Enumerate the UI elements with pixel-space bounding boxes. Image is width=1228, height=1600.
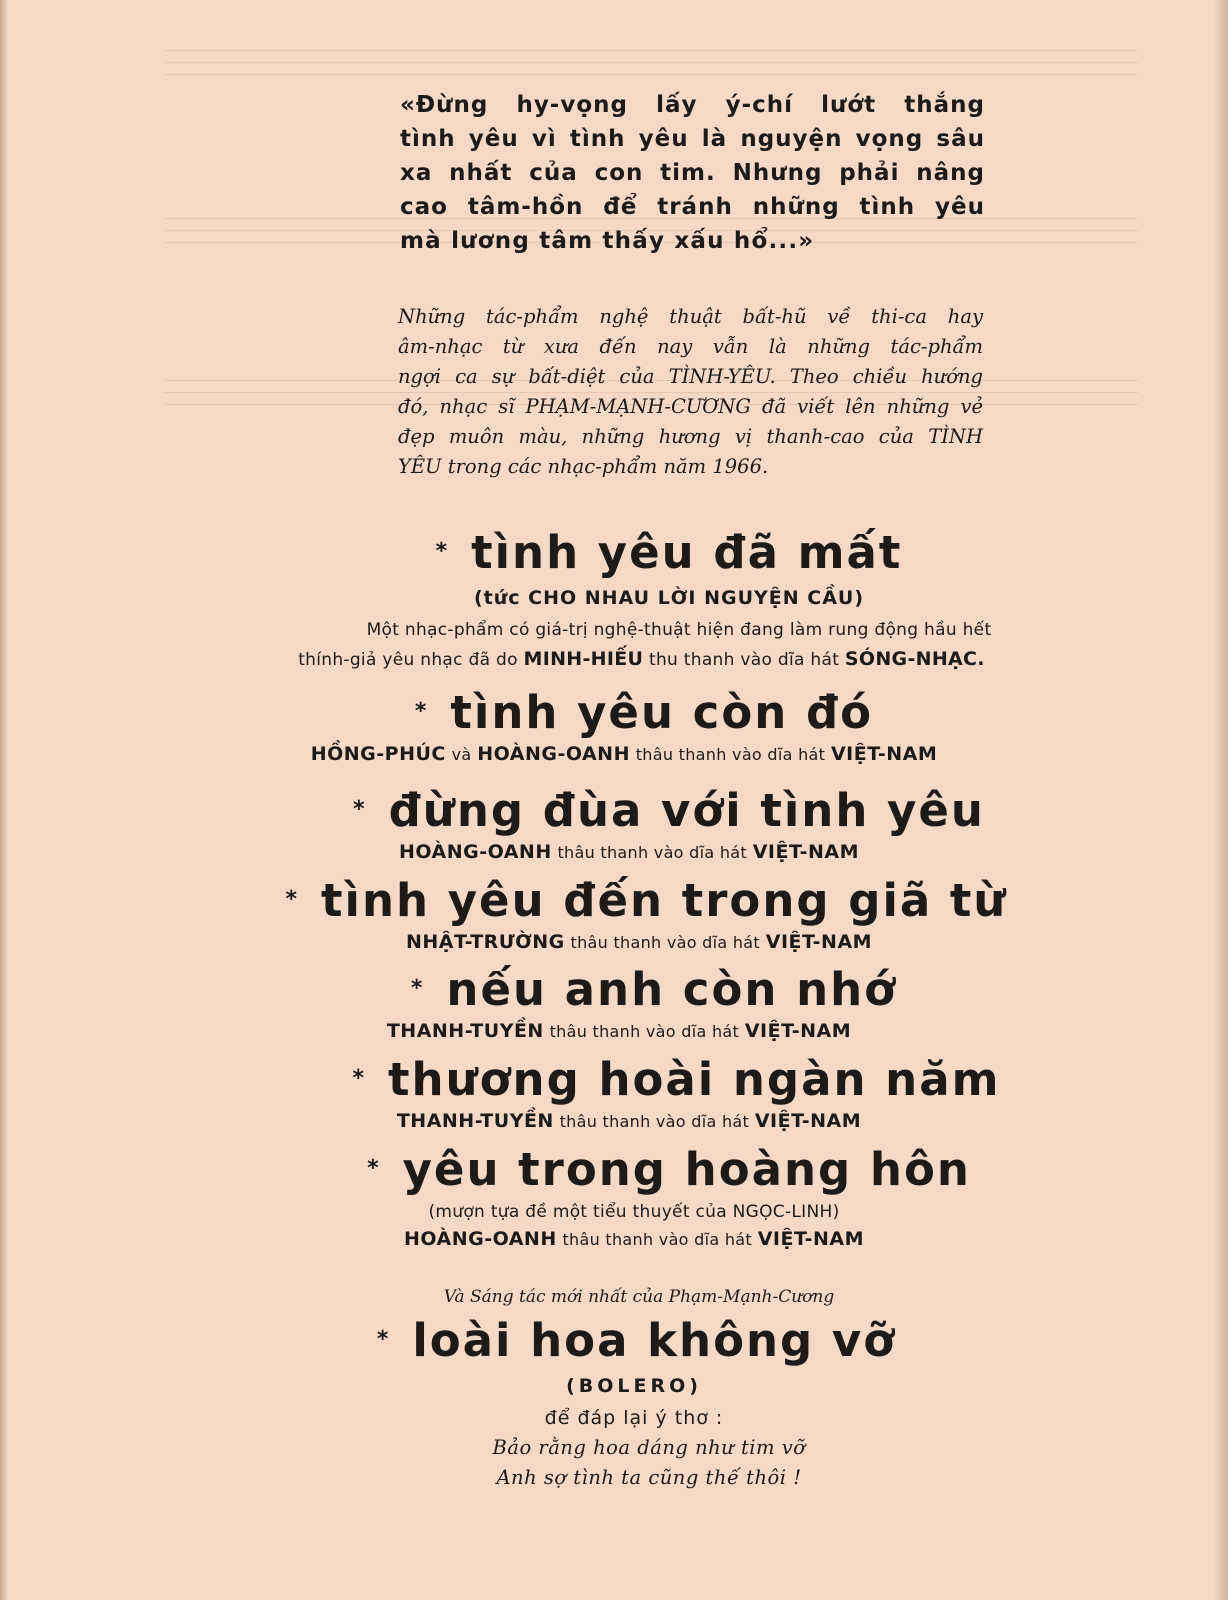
song-title (0, 688, 1228, 741)
song-title-text: tình yêu đã mất (471, 526, 903, 579)
newest-composition-note: Và Sáng tác mới nhất của Phạm-Mạnh-Cương (443, 1287, 835, 1307)
song-title-text: đừng đùa với tình yêu (388, 784, 985, 837)
song-title (0, 1145, 1228, 1198)
song-title (0, 876, 1228, 929)
song-recording-info (0, 1226, 1228, 1253)
record-label: VIỆT-NAM (754, 1110, 862, 1132)
star-icon: * (285, 887, 300, 912)
song-title (0, 786, 1228, 839)
intro-line: đẹp muôn màu, những hương vị thanh-cao của TÌNH (398, 425, 983, 448)
song-title-note: (mượn tựa đề một tiểu thuyết của NGỌC-LINH) (428, 1202, 840, 1222)
quote-line: mà lương tâm thấy xấu hổ...» (400, 228, 815, 254)
record-label: VIỆT-NAM (752, 841, 860, 863)
intro-paragraph (398, 302, 983, 482)
record-label: VIỆT-NAM (757, 1228, 865, 1250)
star-icon: * (376, 1327, 391, 1352)
bleed-staff-line (165, 50, 1138, 51)
poem-line: Anh sợ tình ta cũng thế thôi ! (496, 1466, 802, 1489)
opening-quote (400, 88, 985, 258)
song-title (0, 1055, 1228, 1108)
song-yeu-trong-hoang-hon (0, 1145, 1228, 1253)
bleed-staff-line (165, 74, 1138, 75)
song-thuong-hoai-ngan-nam (0, 1055, 1228, 1135)
song-recording-info (0, 929, 1228, 956)
desc-text: thâu thanh vào dĩa hát (559, 1112, 750, 1131)
singer-name: THANH-TUYỀN (396, 1110, 554, 1132)
star-icon: * (435, 539, 450, 564)
song-neu-anh-con-nho (0, 965, 1228, 1045)
star-icon: * (414, 699, 429, 724)
record-label: VIỆT-NAM (765, 931, 873, 953)
song-recording-info (0, 839, 1228, 866)
song-alt-title: (tức CHO NHAU LỜI NGUYỆN CẦU) (473, 587, 865, 609)
song-tinh-yeu-con-do (0, 688, 1228, 768)
song-title-text: nếu anh còn nhớ (446, 963, 898, 1016)
singer-name: HOÀNG-OANH (477, 743, 630, 765)
song-title-text: yêu trong hoàng hôn (402, 1143, 971, 1196)
desc-text: thâu thanh vào dĩa hát (562, 1230, 752, 1249)
song-description: Một nhạc-phẩm có giá-trị nghệ-thuật hiện đang làm rung động hầu hết (366, 620, 992, 640)
song-title-text: thương hoài ngàn năm (388, 1053, 1001, 1106)
singer-name: MINH-HIẾU (523, 648, 644, 670)
song-recording-info (0, 645, 1228, 674)
record-label: VIỆT-NAM (744, 1020, 852, 1042)
star-icon: * (352, 1066, 367, 1091)
desc-text: thâu thanh vào dĩa hát (570, 933, 760, 952)
singer-name: HOÀNG-OANH (403, 1228, 557, 1250)
quote-line: xa nhất của con tim. Nhưng phải nâng (400, 160, 985, 186)
song-tinh-yeu-da-mat (0, 528, 1228, 674)
song-tinh-yeu-den-trong-gia-tu (0, 876, 1228, 956)
song-title-text: loài hoa không vỡ (412, 1314, 897, 1367)
song-genre: (BOLERO) (566, 1375, 702, 1397)
record-label: VIỆT-NAM (830, 743, 938, 765)
song-recording-info (0, 1018, 1228, 1045)
quote-line: «Đừng hy-vọng lấy ý-chí lướt thắng (400, 92, 985, 118)
star-icon: * (410, 976, 425, 1001)
intro-line: Những tác-phẩm nghệ thuật bất-hũ về thi-ca hay (398, 305, 983, 328)
record-label: SÓNG-NHẠC. (844, 648, 985, 670)
singer-name: NHẬT-TRƯỜNG (405, 931, 565, 953)
quote-line: cao tâm-hồn để tránh những tình yêu (400, 194, 985, 220)
poem-line: Bảo rằng hoa dáng như tim vỡ (492, 1436, 806, 1459)
star-icon: * (353, 797, 367, 822)
intro-line: ngợi ca sự bất-diệt của TÌNH-YÊU. Theo chiều hướng (398, 365, 983, 388)
intro-line: âm-nhạc từ xưa đến nay vẫn là những tác-phẩm (398, 335, 983, 358)
song-dedication: để đáp lại ý thơ : (544, 1407, 724, 1429)
quote-line: tình yêu vì tình yêu là nguyện vọng sâu (400, 126, 985, 152)
desc-text: thu thanh vào dĩa hát (648, 650, 840, 670)
song-dung-dua-voi-tinh-yeu (0, 786, 1228, 866)
song-title (0, 965, 1228, 1018)
intro-line: đó, nhạc sĩ PHẠM-MẠNH-CƯƠNG đã viết lên những vẻ (398, 395, 983, 418)
intro-line: YÊU trong các nhạc-phẩm năm 1966. (398, 455, 769, 478)
singer-name: THANH-TUYỀN (386, 1020, 544, 1042)
song-loai-hoa-khong-vo (0, 1316, 1228, 1493)
song-title-text: tình yêu còn đó (450, 686, 874, 739)
desc-text: thâu thanh vào dĩa hát (635, 745, 826, 764)
song-title-text: tình yêu đến trong giã từ (321, 874, 1008, 927)
singer-name: HỒNG-PHÚC (310, 743, 446, 765)
star-icon: * (367, 1156, 381, 1181)
desc-text: thính-giả yêu nhạc đã do (298, 650, 518, 670)
singer-name: HOÀNG-OANH (398, 841, 552, 863)
bleed-staff-line (165, 62, 1138, 63)
song-recording-info (0, 1108, 1228, 1135)
desc-text: thâu thanh vào dĩa hát (549, 1022, 740, 1041)
song-recording-info (0, 741, 1228, 768)
song-title (0, 1316, 1228, 1369)
conjunction: và (451, 745, 472, 764)
song-title (0, 528, 1228, 581)
desc-text: thâu thanh vào dĩa hát (557, 843, 747, 862)
